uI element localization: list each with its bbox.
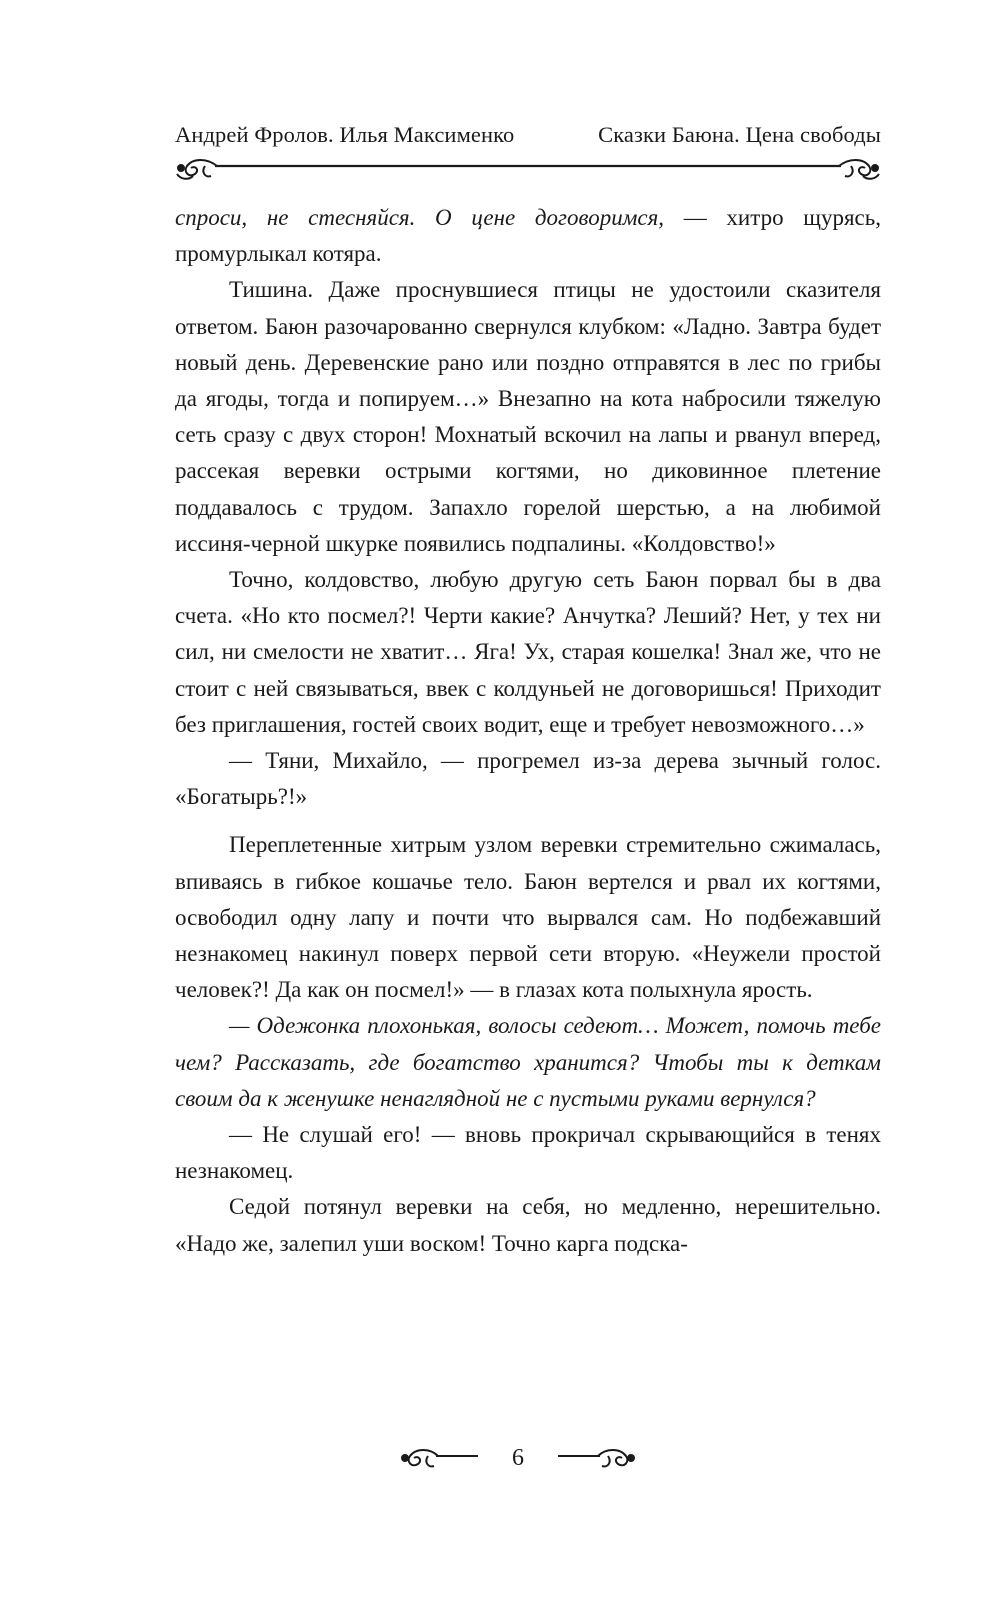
page-number: 6: [512, 1445, 524, 1471]
running-head-book-title: Сказки Баюна. Цена свободы: [598, 122, 881, 147]
paragraph: [175, 272, 881, 562]
text-segment: Точно, колдовство, любую другую сеть Баюн порвал бы в два счета. «Но кто посмел?! Черти какие? Анчутка? Леший? Нет, у тех ни сил, ни смелости не хватит… Яга! Ух, старая кошелка! Знал же, что не стоит с ней связываться, ввек с колдуньей не договоришься! Приходит без приглашения, гостей своих водит, еще и требует невозможного…»: [175, 567, 881, 737]
italic-text-segment: — Одежонка плохонькая, волосы седеют… Может, помочь тебе чем? Рассказать, где богатство хранится? Чтобы ты к деткам своим да к женушке ненаглядной не с пустыми руками вернулся?: [175, 1013, 881, 1111]
paragraph: [175, 1117, 881, 1189]
running-head: [175, 122, 881, 148]
header-ornament-rule: [175, 154, 881, 184]
italic-text-segment: спроси, не стесняйся. О цене договоримся,: [175, 205, 665, 230]
paragraph: [175, 562, 881, 743]
text-segment: — хитро щурясь, промурлыкал котяра.: [175, 205, 881, 267]
body-text: [175, 200, 881, 1262]
page-footer: [400, 1440, 636, 1480]
text-segment: Переплетенные хитрым узлом веревки стремительно сжималась, впиваясь в гибкое кошачье тело. Баюн вертелся и рвал их когтями, освободил одну лапу и почти что вырвался сам. Но подбежавший незнакомец накинул поверх первой сети вторую. «Неужели простой человек?! Да как он посмел!» — в глазах кота полыхнула ярость.: [175, 832, 881, 1003]
paragraph: [175, 200, 881, 272]
running-head-authors: Андрей Фролов. Илья Максименко: [175, 122, 515, 147]
text-segment: — Тяни, Михайло, — прогремел из-за дерева зычный голос. «Богатырь?!»: [175, 748, 881, 810]
paragraph: [175, 743, 881, 815]
text-segment: Тишина. Даже проснувшиеся птицы не удостоили сказителя ответом. Баюн разочарованно свернулся клубком: «Ладно. Завтра будет новый день. Деревенские рано или поздно отправятся в лес по грибы да ягоды, тогда и попируем…» Внезапно на кота набросили тяжелую сеть сразу с двух сторон! Мохнатый вскочил на лапы и рванул вперед, рассекая веревки острыми когтями, но диковинное плетение поддавалось с трудом. Запахло горелой шерстью, а на любимой иссиня-черной шкурке появились подпалины. «Колдовство!»: [175, 277, 881, 556]
text-segment: Седой потянул веревки на себя, но медленно, нерешительно. «Надо же, залепил уши воском! Точно карга подска-: [175, 1194, 881, 1256]
paragraph: [175, 1189, 881, 1261]
text-segment: — Не слушай его! — вновь прокричал скрывающийся в тенях незнакомец.: [175, 1122, 881, 1184]
paragraph: [175, 1008, 881, 1117]
paragraph: [175, 827, 881, 1008]
